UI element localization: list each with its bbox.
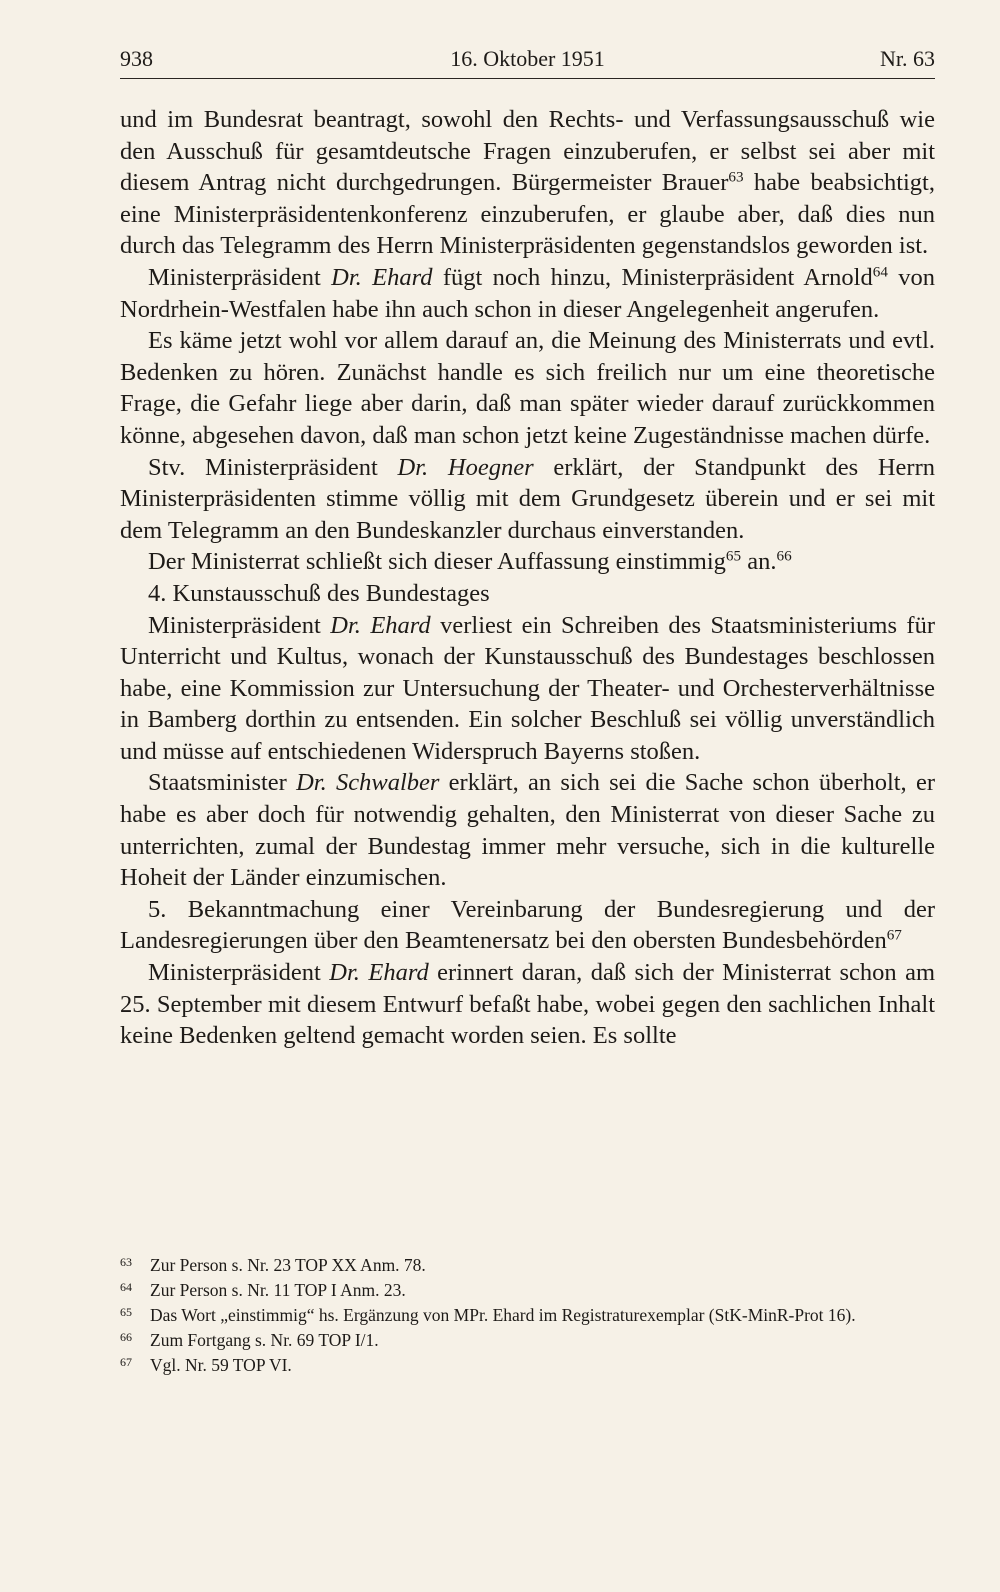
footnote-item <box>120 1353 935 1378</box>
footnote-text: Zum Fortgang s. Nr. 69 TOP I/1. <box>150 1330 379 1350</box>
section-heading-5: 5. Bekanntmachung einer Vereinbarung der Bundesregierung und der Landesregierungen über den Beamtenersatz bei den obersten Bundesbehörden$^{67}$ <box>120 895 935 955</box>
footnote-ref-66[interactable]: 66 <box>776 547 792 565</box>
person-name: Dr. Ehard <box>331 263 433 291</box>
paragraph-8: Ministerpräsident Dr. Ehard erinnert daran, daß sich der Ministerrat schon am 25. September mit diesem Entwurf befaßt habe, wobei gegen den sachlichen Inhalt keine Bedenken geltend gemacht worden seien. Es sollte <box>120 959 936 1050</box>
footnote-text: Das Wort „einstimmig“ hs. Ergänzung von MPr. Ehard im Registraturexemplar (StK-MinR-Prot 16). <box>150 1305 856 1325</box>
footnote-item <box>120 1278 935 1303</box>
footnote-number: 67 <box>120 1355 132 1369</box>
footnote-ref-67[interactable]: 67 <box>886 927 902 945</box>
footnote-number: 65 <box>120 1305 132 1319</box>
main-text <box>120 104 935 1052</box>
paragraph-7: Staatsminister Dr. Schwalber erklärt, an sich sei die Sache schon überholt, er habe es aber doch für notwendig gehalten, den Ministerrat von dieser Sache zu unterrichten, zumal der Bundestag immer mehr versuche, sich in die kulturelle Hoheit der Länder einzumischen. <box>120 769 935 892</box>
header-date: 16. Oktober 1951 <box>450 46 605 71</box>
paragraph-4: Stv. Ministerpräsident Dr. Hoegner erklärt, der Standpunkt des Herrn Ministerpräsidenten stimme völlig mit dem Grundgesetz überein und er sei mit dem Telegramm an den Bundeskanzler durchaus einverstanden. <box>120 453 935 544</box>
footnote-number: 63 <box>120 1255 132 1269</box>
footnote-text: Zur Person s. Nr. 11 TOP I Anm. 23. <box>150 1280 406 1300</box>
paragraph-1: und im Bundesrat beantragt, sowohl den Rechts- und Verfassungsausschuß wie den Ausschuß für gesamtdeutsche Fragen einzuberufen, er selbst sei aber mit diesem Antrag nicht durchgedrungen. Bürgermeister Brauer$^{63}$ habe beabsichtigt, eine Ministerpräsidentenkonferenz einzuberufen, er glaube aber, daß dies nun durch das Telegramm des Herrn Ministerpräsidenten gegenstandslos geworden ist. <box>120 106 935 260</box>
footnote-number: 64 <box>120 1280 132 1294</box>
footnote-text: Vgl. Nr. 59 TOP VI. <box>150 1355 292 1375</box>
running-header <box>120 44 935 79</box>
document-number: Nr. 63 <box>880 46 935 71</box>
paragraph-6: Ministerpräsident Dr. Ehard verliest ein Schreiben des Staatsministeriums für Unterricht und Kultus, wonach der Kunstausschuß des Bundestages beschlossen habe, eine Kommission zur Untersuchung der Theater- und Orchesterverhältnisse in Bamberg dorthin zu entsenden. Ein solcher Beschluß sei völlig unverständlich und müsse auf entschiedenen Widerspruch Bayerns stoßen. <box>120 611 935 765</box>
paragraph-3: Es käme jetzt wohl vor allem darauf an, die Meinung des Ministerrats und evtl. Bedenken zu hören. Zunächst handle es sich freilich nur um eine theoretische Frage, die Gefahr liege aber darin, daß man später wieder darauf zurückkommen könne, abgesehen davon, daß man schon jetzt keine Zugeständnisse machen dürfe. <box>120 327 935 449</box>
footnote-item <box>120 1328 935 1353</box>
person-name: Dr. Ehard <box>330 611 431 639</box>
person-name: Dr. Hoegner <box>397 453 534 481</box>
footnote-text: Zur Person s. Nr. 23 TOP XX Anm. 78. <box>150 1255 426 1275</box>
person-name: Dr. Schwalber <box>296 769 440 797</box>
footnotes <box>120 1253 935 1378</box>
footnote-item <box>120 1253 935 1278</box>
paragraph-2: Ministerpräsident Dr. Ehard fügt noch hinzu, Ministerpräsident Arnold$^{64}$ von Nordrhein-Westfalen habe ihn auch schon in dieser Angelegenheit angerufen. <box>120 263 936 323</box>
footnote-ref-64[interactable]: 64 <box>872 263 888 281</box>
footnote-item <box>120 1303 935 1328</box>
person-name: Dr. Ehard <box>329 959 429 987</box>
footnote-number: 66 <box>120 1330 132 1344</box>
section-heading-4: 4. Kunstausschuß des Bundestages <box>148 579 490 607</box>
page-number: 938 <box>120 46 153 71</box>
footnote-ref-65[interactable]: 65 <box>725 547 742 565</box>
footnote-ref-63[interactable]: 63 <box>728 168 744 186</box>
paragraph-5: Der Ministerrat schließt sich dieser Auffassung einstimmig$^{65}$ an.$^{66}$ <box>148 547 792 576</box>
